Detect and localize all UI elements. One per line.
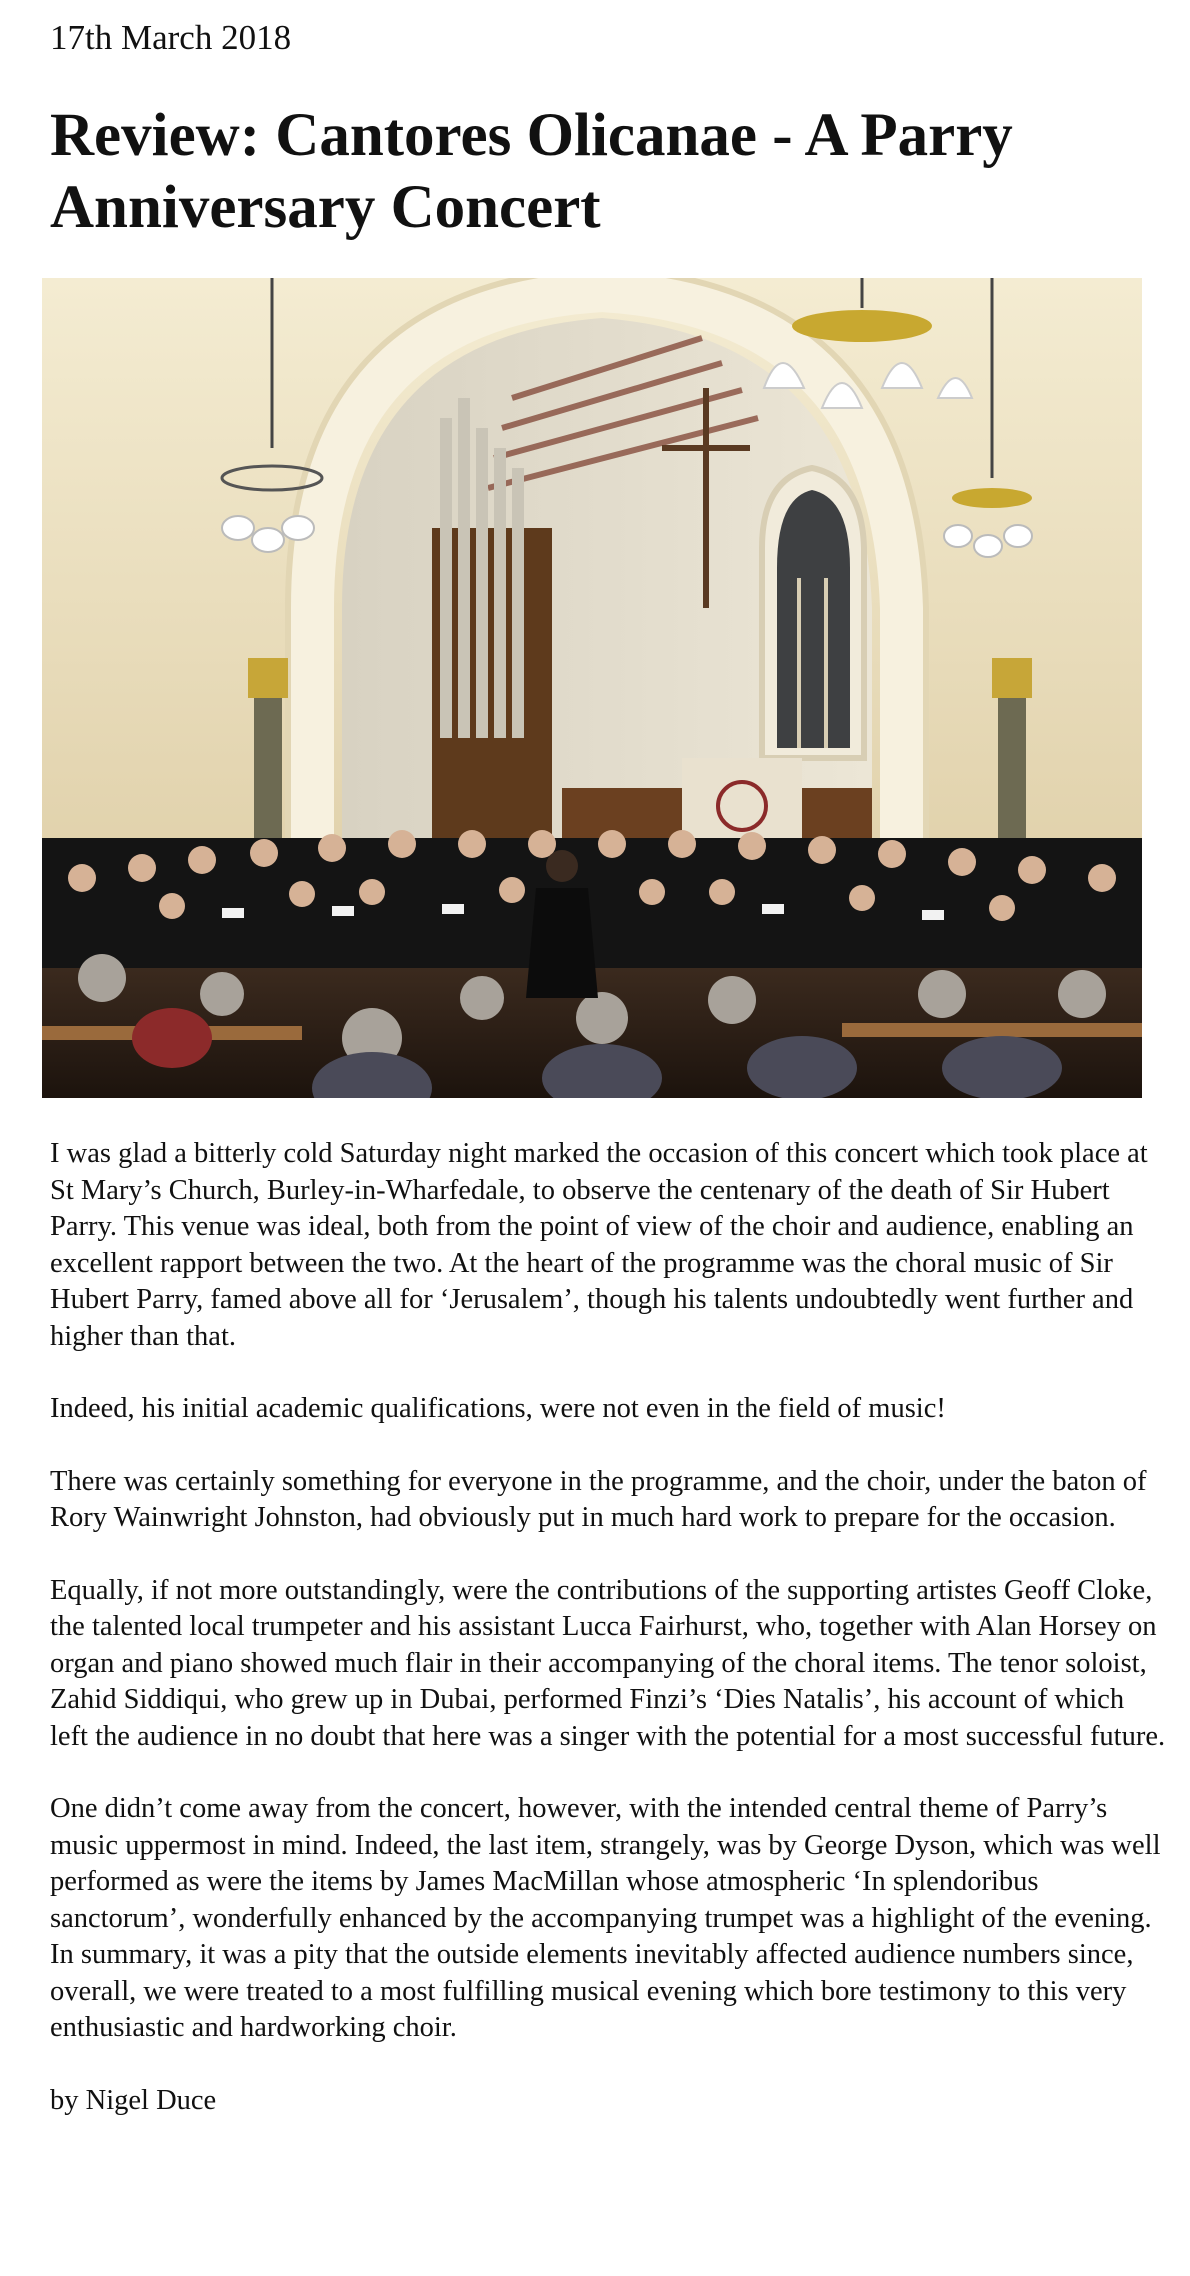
article-paragraph: I was glad a bitterly cold Saturday night marked the occasion of this concert which took place at St Mary’s Church, Burley-in-Wharfedale, to observe the centenary of the death of Sir Hubert Parry. This venue was ideal, both from the point of view of the choir and audience, enabling an excellent rapport between the two. At the heart of the programme was the choral music of Sir Hubert Parry, famed above all for ‘Jerusalem’, though his talents undoubtedly went further and higher than that. — [50, 1138, 1148, 1352]
article-paragraph: Indeed, his initial academic qualifications, were not even in the field of music! — [50, 1393, 946, 1424]
gothic-window — [762, 468, 864, 758]
article-date: 17th March 2018 — [50, 18, 292, 57]
article-paragraph: Equally, if not more outstandingly, were the contributions of the supporting artistes Geoff Cloke, the talented local trumpeter and his assistant Lucca Fairhurst, who, together with Alan Horsey on organ and piano showed much flair in their accompanying of the choral items. The tenor soloist, Zahid Siddiqui, who grew up in Dubai, performed Finzi’s ‘Dies Natalis’, his account of which left the audience in no doubt that here was a singer with the potential for a most successful future. — [50, 1574, 1166, 1752]
article-byline: by Nigel Duce — [50, 2084, 217, 2116]
article-title: Review: Cantores Olicanae - A Parry Anniversary Concert — [50, 102, 1013, 241]
concert-photo — [42, 278, 1142, 1098]
article-paragraph: One didn’t come away from the concert, however, with the intended central theme of Parry’s music uppermost in mind. Indeed, the last item, strangely, was by George Dyson, which was well performed as were the items by James MacMillan whose atmospheric ‘In splendoribus sanctorum’, wonderfully enhanced by the accompanying trumpet was a highlight of the evening. In summary, it was a pity that the outside elements inevitably affected audience numbers since, overall, we were treated to a most fulfilling musical evening which bore testimony to this very enthusiastic and hardworking choir. — [50, 1793, 1161, 2043]
church-choir-illustration — [42, 278, 1142, 1098]
article-body — [50, 1136, 1168, 2155]
article-paragraph: There was certainly something for everyone in the programme, and the choir, under the baton of Rory Wainwright Johnston, had obviously put in much hard work to prepare for the occasion. — [50, 1465, 1147, 1533]
